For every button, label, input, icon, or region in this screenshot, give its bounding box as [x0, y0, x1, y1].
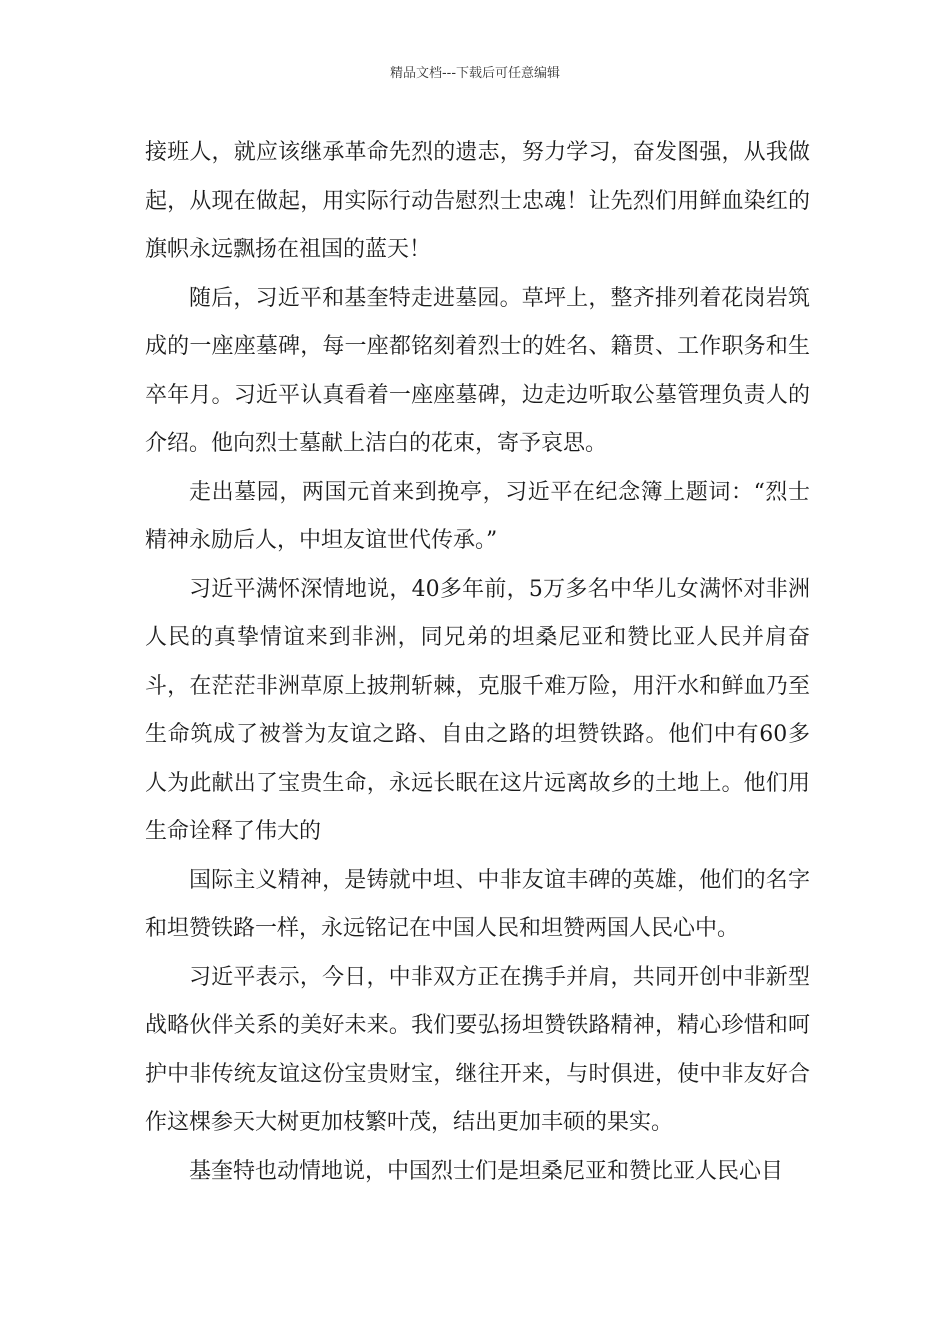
paragraph-3: 走出墓园，两国元首来到挽亭，习近平在纪念簿上题词：“烈士精神永励后人，中坦友谊世代传承。”	[145, 479, 810, 553]
paragraph-1: 接班人，就应该继承革命先烈的遗志，努力学习，奋发图强，从我做起，从现在做起，用实际行动告慰烈士忠魂！让先烈们用鲜血染红的旗帜永远飘扬在祖国的蓝天！	[145, 140, 810, 262]
paragraph-4: 习近平满怀深情地说，40多年前，5万多名中华儿女满怀对非洲人民的真挚情谊来到非洲，同兄弟的坦桑尼亚和赞比亚人民并肩奋斗，在茫茫非洲草原上披荆斩棘，克服千难万险，用汗水和鲜血乃至生命筑成了被誉为友谊之路、自由之路的坦赞铁路。他们中有60多人为此献出了宝贵生命，永远长眠在这片远离故乡的土地上。他们用生命诠释了伟大的	[145, 576, 810, 844]
paragraph-2: 随后，习近平和基奎特走进墓园。草坪上，整齐排列着花岗岩筑成的一座座墓碑，每一座都铭刻着烈士的姓名、籍贯、工作职务和生卒年月。习近平认真看着一座座墓碑，边走边听取公墓管理负责人的介绍。他向烈士墓献上洁白的花束，寄予哀思。	[145, 285, 810, 456]
document-body	[145, 129, 810, 1196]
paragraph-5: 国际主义精神，是铸就中坦、中非友谊丰碑的英雄，他们的名字和坦赞铁路一样，永远铭记在中国人民和坦赞两国人民心中。	[145, 867, 810, 941]
page-header: 精品文档---下载后可任意编辑	[389, 66, 561, 81]
paragraph-6: 习近平表示，今日，中非双方正在携手并肩，共同开创中非新型战略伙伴关系的美好未来。我们要弘扬坦赞铁路精神，精心珍惜和呵护中非传统友谊这份宝贵财宝，继往开来，与时俱进，使中非友好合作这棵参天大树更加枝繁叶茂，结出更加丰硕的果实。	[145, 964, 810, 1135]
paragraph-7: 基奎特也动情地说，中国烈士们是坦桑尼亚和赞比亚人民心目	[189, 1158, 784, 1184]
